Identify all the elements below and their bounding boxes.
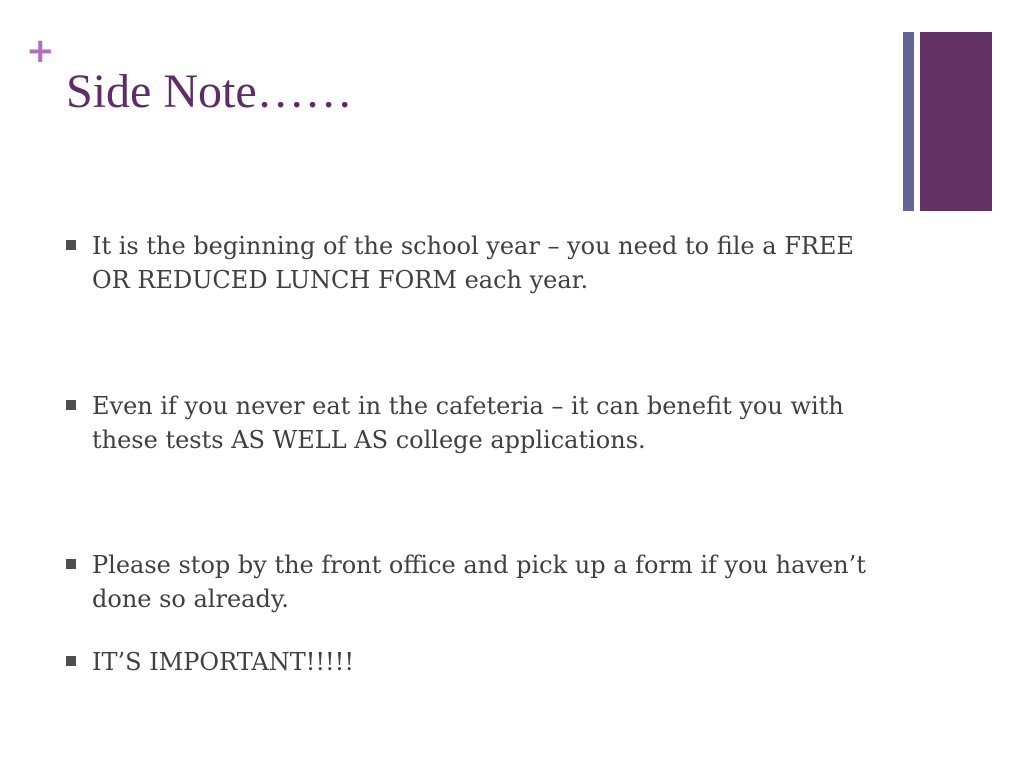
bullet-item — [66, 389, 886, 457]
square-bullet-icon — [66, 656, 76, 666]
square-bullet-icon — [66, 240, 76, 250]
bullet-text: IT’S IMPORTANT!!!!! — [92, 648, 354, 676]
square-bullet-icon — [66, 559, 76, 569]
plus-icon: + — [26, 31, 55, 71]
bullet-text: Even if you never eat in the cafeteria – it can benefit you with these tests AS WELL AS college applications. — [92, 392, 844, 454]
decorative-thin-bar — [903, 32, 914, 211]
bullet-item — [66, 548, 886, 616]
bullet-item — [66, 645, 886, 679]
slide-title: Side Note…… — [66, 65, 353, 118]
bullet-text: It is the beginning of the school year – you need to file a FREE OR REDUCED LUNCH FORM each year. — [92, 232, 854, 294]
decorative-wide-bar — [920, 32, 992, 211]
bullet-item — [66, 229, 886, 297]
square-bullet-icon — [66, 400, 76, 410]
bullet-text: Please stop by the front office and pick up a form if you haven’t done so already. — [92, 551, 866, 613]
